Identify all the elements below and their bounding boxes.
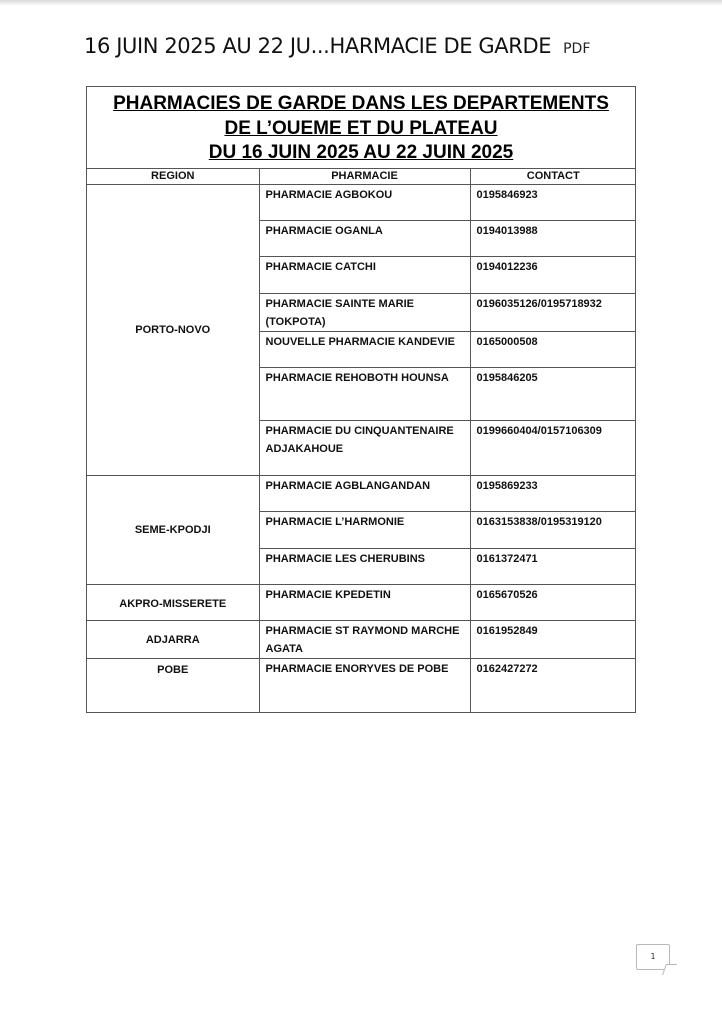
column-header-contact: CONTACT (470, 169, 636, 185)
pharmacy-contact: 0194013988 (470, 220, 636, 256)
document-title-line: DU 16 JUIN 2025 AU 22 JUIN 2025 (208, 142, 514, 163)
pharmacy-name: PHARMACIE AGBLANGANDAN (259, 475, 470, 511)
column-header-pharmacie: PHARMACIE (259, 169, 470, 185)
pharmacy-contact: 0195869233 (470, 475, 636, 511)
pharmacy-name: PHARMACIE OGANLA (259, 220, 470, 256)
file-type-label: PDF (563, 41, 591, 57)
pharmacy-name: PHARMACIE KPEDETIN (259, 584, 470, 620)
pharmacy-name: PHARMACIE DU CINQUANTENAIRE ADJAKAHOUE (259, 420, 470, 475)
pharmacy-contact: 0161952849 (470, 620, 636, 658)
pharmacy-contact: 0162427272 (470, 658, 636, 712)
document-page (86, 86, 636, 713)
region-cell: ADJARRA (87, 620, 259, 658)
pharmacy-name: NOUVELLE PHARMACIE KANDEVIE (259, 331, 470, 367)
document-title-line: PHARMACIES DE GARDE DANS LES DEPARTEMENTS (113, 93, 609, 114)
pharmacy-contact: 0196035126/0195718932 (470, 293, 636, 331)
table-header-row (87, 169, 636, 185)
pharmacy-table (87, 169, 636, 713)
table-row (87, 584, 636, 620)
column-header-region: REGION (87, 169, 259, 185)
region-cell: SEME-KPODJI (87, 475, 259, 584)
pharmacy-name: PHARMACIE LES CHERUBINS (259, 548, 470, 584)
table-row (87, 475, 636, 511)
document-title (87, 87, 635, 169)
page-corner-fold (662, 964, 677, 975)
page-number-badge: 1 (636, 944, 670, 970)
pharmacy-contact: 0199660404/0157106309 (470, 420, 636, 475)
viewer-top-edge (0, 0, 722, 6)
table-row (87, 620, 636, 658)
pharmacy-name: PHARMACIE L’HARMONIE (259, 511, 470, 548)
document-filename: 16 JUIN 2025 AU 22 JU...HARMACIE DE GARDE (84, 34, 552, 58)
pharmacy-name: PHARMACIE ENORYVES DE POBE (259, 658, 470, 712)
table-row (87, 184, 636, 220)
pharmacy-name: PHARMACIE CATCHI (259, 256, 470, 293)
pharmacy-name: PHARMACIE REHOBOTH HOUNSA (259, 367, 470, 420)
pharmacy-contact: 0195846923 (470, 184, 636, 220)
pharmacy-contact: 0165670526 (470, 584, 636, 620)
pharmacy-name: PHARMACIE SAINTE MARIE (TOKPOTA) (259, 293, 470, 331)
pharmacy-name: PHARMACIE AGBOKOU (259, 184, 470, 220)
pharmacy-contact: 0195846205 (470, 367, 636, 420)
table-row (87, 658, 636, 712)
pharmacy-name: PHARMACIE ST RAYMOND MARCHE AGATA (259, 620, 470, 658)
region-cell: PORTO-NOVO (87, 184, 259, 475)
viewer-header (84, 34, 684, 58)
document-title-line: DE L’OUEME ET DU PLATEAU (224, 117, 498, 139)
region-cell: POBE (87, 658, 259, 712)
region-cell: AKPRO-MISSERETE (87, 584, 259, 620)
pharmacy-contact: 0163153838/0195319120 (470, 511, 636, 548)
pharmacy-contact: 0161372471 (470, 548, 636, 584)
pharmacy-contact: 0165000508 (470, 331, 636, 367)
pharmacy-contact: 0194012236 (470, 256, 636, 293)
